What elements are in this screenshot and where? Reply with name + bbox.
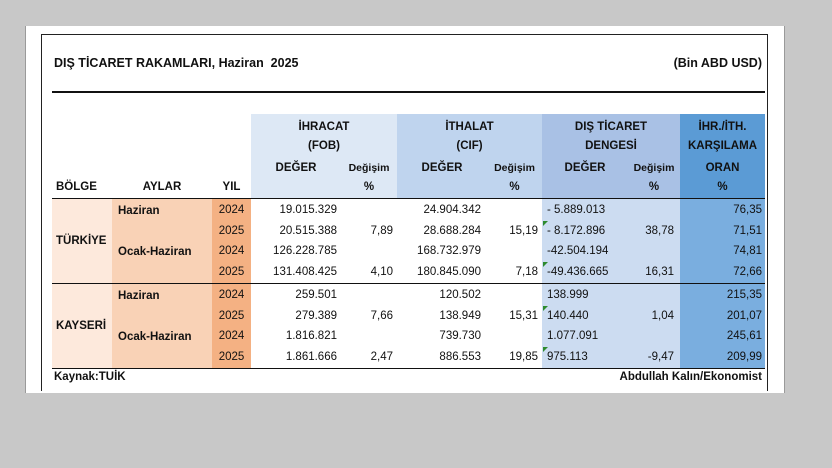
cell-ith-chg	[487, 288, 538, 302]
cell-denge: - 8.172.896	[547, 224, 606, 237]
cell-ihr: 20.515.388	[279, 224, 337, 237]
cell-ihr-chg	[341, 329, 393, 343]
period-label: Ocak-Haziran	[118, 331, 192, 343]
ihracat-heading: İHRACAT	[298, 121, 350, 133]
comment-marker-icon	[543, 347, 548, 352]
cell-ith: 886.553	[439, 350, 481, 363]
cell-denge-chg	[628, 203, 674, 217]
cell-ith: 739.730	[439, 330, 481, 342]
oran-pct-heading: %	[717, 181, 728, 193]
oran-subheading: KARŞILAMA	[688, 140, 757, 152]
cell-denge-chg: 1,04	[651, 309, 674, 322]
aylar-heading: AYLAR	[142, 181, 182, 193]
bolge-heading: BÖLGE	[56, 181, 97, 193]
cell-ith-chg: 15,19	[509, 224, 538, 237]
ihracat-degisim-heading: Değişim	[348, 162, 390, 174]
cell-ith: 168.732.979	[417, 245, 481, 257]
cell-ihr-chg	[341, 288, 393, 302]
ihracat-subheading: (FOB)	[308, 140, 340, 152]
yil-heading: YIL	[222, 181, 241, 193]
table-bottom-rule	[52, 368, 765, 369]
source-footer: Kaynak:TUİK	[54, 371, 126, 383]
cell-oran: 71,51	[733, 224, 762, 237]
cell-ihr-chg	[341, 244, 393, 258]
cell-ihr-chg: 7,66	[370, 309, 393, 322]
ithalat-heading: İTHALAT	[445, 121, 494, 133]
ithalat-degisim-heading: Değişim	[494, 162, 535, 174]
cell-denge: 975.113	[547, 350, 588, 363]
cell-oran: 245,61	[726, 330, 762, 342]
cell-ith-chg	[487, 329, 538, 343]
period-label: Haziran	[118, 290, 160, 302]
cell-denge-chg	[628, 329, 674, 343]
cell-ihr: 126.228.785	[273, 245, 337, 257]
cell-oran: 215,35	[726, 289, 762, 301]
cell-oran: 201,07	[726, 309, 762, 322]
oran-heading: İHR./İTH.	[698, 121, 747, 133]
comment-marker-icon	[543, 306, 548, 311]
cell-denge: 138.999	[547, 289, 589, 301]
denge-subheading: DENGESİ	[585, 140, 637, 152]
cell-denge: 1.077.091	[547, 330, 599, 342]
cell-ihr: 259.501	[295, 289, 337, 301]
cell-year: 2025	[218, 224, 245, 237]
cell-denge-chg	[628, 288, 674, 302]
cell-oran: 72,66	[733, 265, 762, 278]
cell-denge-chg: 38,78	[645, 224, 674, 237]
region-label: TÜRKİYE	[56, 234, 107, 247]
cell-ith: 180.845.090	[417, 265, 481, 278]
ithalat-deger-heading: DEĞER	[421, 162, 463, 174]
cell-ith-chg	[487, 203, 538, 217]
cell-ith: 24.904.342	[423, 204, 481, 216]
cell-ihr: 1.816.821	[285, 330, 337, 342]
ihracat-deger-heading: DEĞER	[275, 162, 317, 174]
cell-ith-chg	[487, 244, 538, 258]
ithalat-subheading: (CIF)	[456, 140, 483, 152]
cell-ith-chg: 15,31	[509, 309, 538, 322]
denge-degisim-heading: Değişim	[633, 162, 675, 174]
cell-year: 2024	[218, 289, 245, 301]
cell-ith: 28.688.284	[423, 224, 481, 237]
cell-year: 2025	[218, 309, 245, 322]
cell-denge: -42.504.194	[547, 245, 609, 257]
cell-year: 2024	[218, 330, 245, 342]
cell-ith: 138.949	[439, 309, 481, 322]
cell-denge-chg	[628, 244, 674, 258]
cell-ihr-chg: 4,10	[370, 265, 393, 278]
cell-oran: 74,81	[733, 245, 762, 257]
period-label: Haziran	[118, 205, 160, 217]
cell-ith-chg: 7,18	[515, 265, 538, 278]
cell-ihr-chg: 2,47	[370, 350, 393, 363]
cell-oran: 76,35	[733, 204, 762, 216]
cell-ihr: 1.861.666	[285, 350, 337, 363]
region-divider	[52, 283, 765, 284]
comment-marker-icon	[543, 221, 548, 226]
cell-denge-chg: -9,47	[647, 350, 674, 363]
cell-denge: - 5.889.013	[547, 204, 606, 216]
cell-ith: 120.502	[439, 289, 481, 301]
cell-ihr: 131.408.425	[273, 265, 337, 278]
cell-year: 2024	[218, 204, 245, 216]
cell-denge-chg: 16,31	[645, 265, 674, 278]
cell-year: 2024	[218, 245, 245, 257]
cell-oran: 209,99	[726, 350, 762, 363]
cell-denge: -49.436.665	[547, 265, 609, 278]
cell-denge: 140.440	[547, 309, 589, 322]
comment-marker-icon	[543, 262, 548, 267]
cell-ihr: 19.015.329	[279, 204, 337, 216]
unit-label: (Bin ABD USD)	[673, 56, 762, 70]
ihracat-pct-heading: %	[363, 181, 375, 193]
cell-ihr-chg	[341, 203, 393, 217]
denge-pct-heading: %	[648, 181, 660, 193]
header-rule	[52, 198, 765, 199]
ithalat-pct-heading: %	[509, 181, 520, 193]
denge-heading: DIŞ TİCARET	[574, 121, 648, 133]
region-label: KAYSERİ	[56, 319, 107, 332]
page-title: DIŞ TİCARET RAKAMLARI, Haziran 2025	[54, 56, 299, 70]
cell-ihr: 279.389	[295, 309, 337, 322]
cell-year: 2025	[218, 350, 245, 363]
oran-label-heading: ORAN	[705, 162, 740, 174]
denge-deger-heading: DEĞER	[564, 162, 606, 174]
cell-year: 2025	[218, 265, 245, 278]
cell-ith-chg: 19,85	[509, 350, 538, 363]
cell-ihr-chg: 7,89	[370, 224, 393, 237]
period-label: Ocak-Haziran	[118, 246, 192, 258]
title-rule	[52, 91, 765, 93]
author-footer: Abdullah Kalın/Ekonomist	[619, 371, 762, 383]
